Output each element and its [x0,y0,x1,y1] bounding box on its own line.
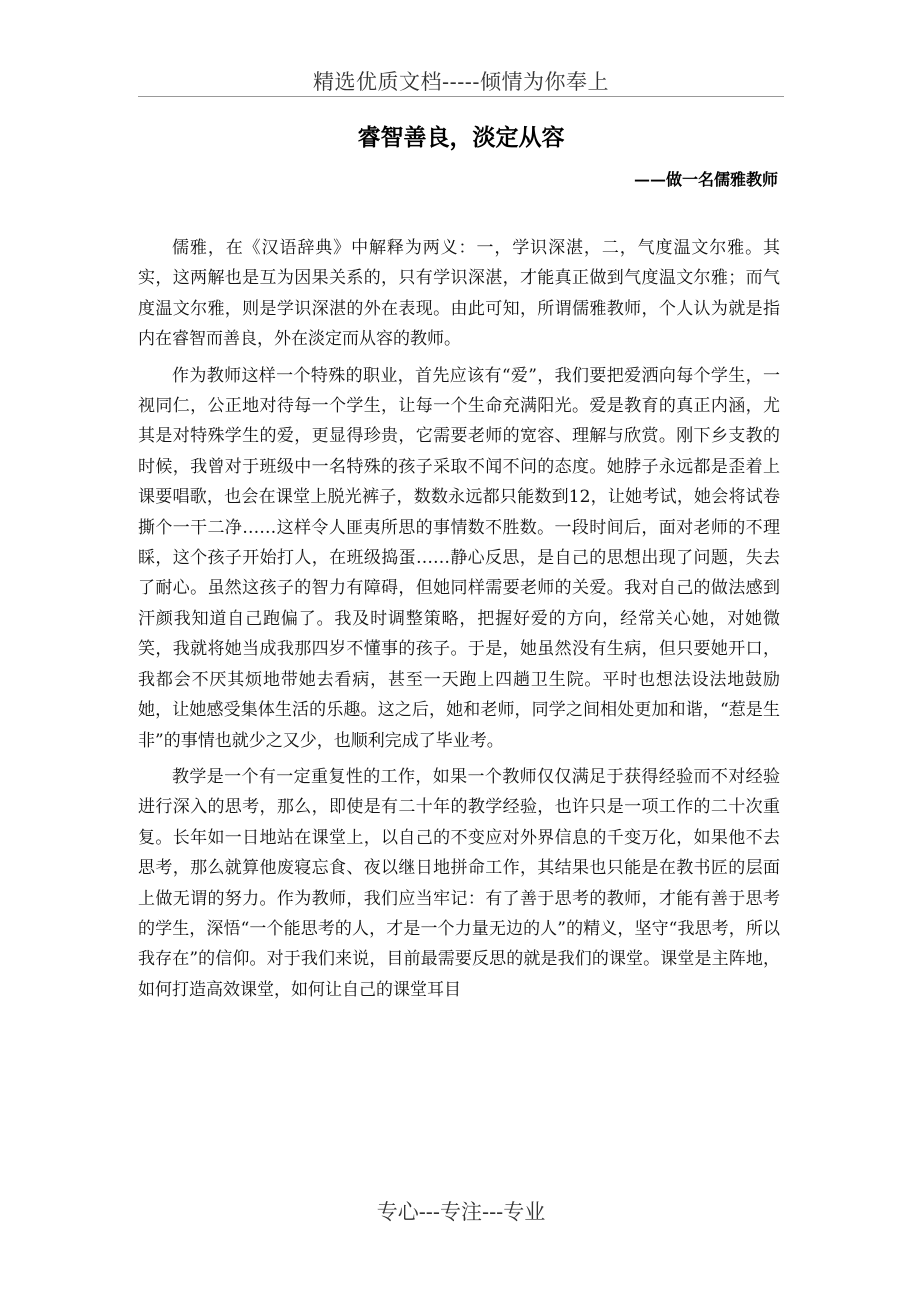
header-divider [138,96,784,97]
document-title: 睿智善良，淡定从容 [357,124,565,151]
document-body [138,233,780,1005]
page-header: 精选优质文档-----倾情为你奉上 [313,70,609,94]
page-footer: 专心---专注---专业 [376,1200,546,1224]
document-subtitle: ——做一名儒雅教师 [633,170,778,189]
paragraph-1: 儒雅，在《汉语辞典》中解释为两义：一，学识深湛，二，气度温文尔雅。其实，这两解也是互为因果关系的，只有学识深湛，才能真正做到气度温文尔雅；而气度温文尔雅，则是学识深湛的外在表现。由此可知，所谓儒雅教师，个人认为就是指内在睿智而善良，外在淡定而从容的教师。 [138,238,780,350]
paragraph-2: 作为教师这样一个特殊的职业，首先应该有“爱”，我们要把爱洒向每个学生，一视同仁，公正地对待每一个学生，让每一个生命充满阳光。爱是教育的真正内涵，尤其是对特殊学生的爱，更显得珍贵，它需要老师的宽容、理解与欣赏。刚下乡支教的时候，我曾对于班级中一名特殊的孩子采取不闻不问的态度。她脖子永远都是歪着上课要唱歌，也会在课堂上脱光裤子，数数永远都只能数到12，让她考试，她会将试卷撕个一干二净……这样令人匪夷所思的事情数不胜数。一段时间后，面对老师的不理睬，这个孩子开始打人，在班级捣蛋……静心反思，是自己的思想出现了问题，失去了耐心。虽然这孩子的智力有障碍，但她同样需要老师的关爱。我对自己的做法感到汗颜我知道自己跑偏了。我及时调整策略，把握好爱的方向，经常关心她，对她微笑，我就将她当成我那四岁不懂事的孩子。于是，她虽然没有生病，但只要她开口，我都会不厌其烦地带她去看病，甚至一天跑上四趟卫生院。平时也想法设法地鼓励她，让她感受集体生活的乐趣。这之后，她和老师，同学之间相处更加和谐，“惹是生非”的事情也就少之又少，也顺利完成了毕业考。 [138,365,780,751]
paragraph-3: 教学是一个有一定重复性的工作，如果一个教师仅仅满足于获得经验而不对经验进行深入的思考，那么，即使是有二十年的教学经验，也许只是一项工作的二十次重复。长年如一日地站在课堂上，以自己的不变应对外界信息的千变万化，如果他不去思考，那么就算他废寝忘食、夜以继日地拼命工作，其结果也只能是在教书匠的层面上做无谓的努力。作为教师，我们应当牢记：有了善于思考的教师，才能有善于思考的学生，深悟“一个能思考的人，才是一个力量无边的人”的精义，坚守“我思考，所以我存在”的信仰。对于我们来说，目前最需要反思的就是我们的课堂。课堂是主阵地，如何打造高效课堂，如何让自己的课堂耳目 [138,766,780,1000]
